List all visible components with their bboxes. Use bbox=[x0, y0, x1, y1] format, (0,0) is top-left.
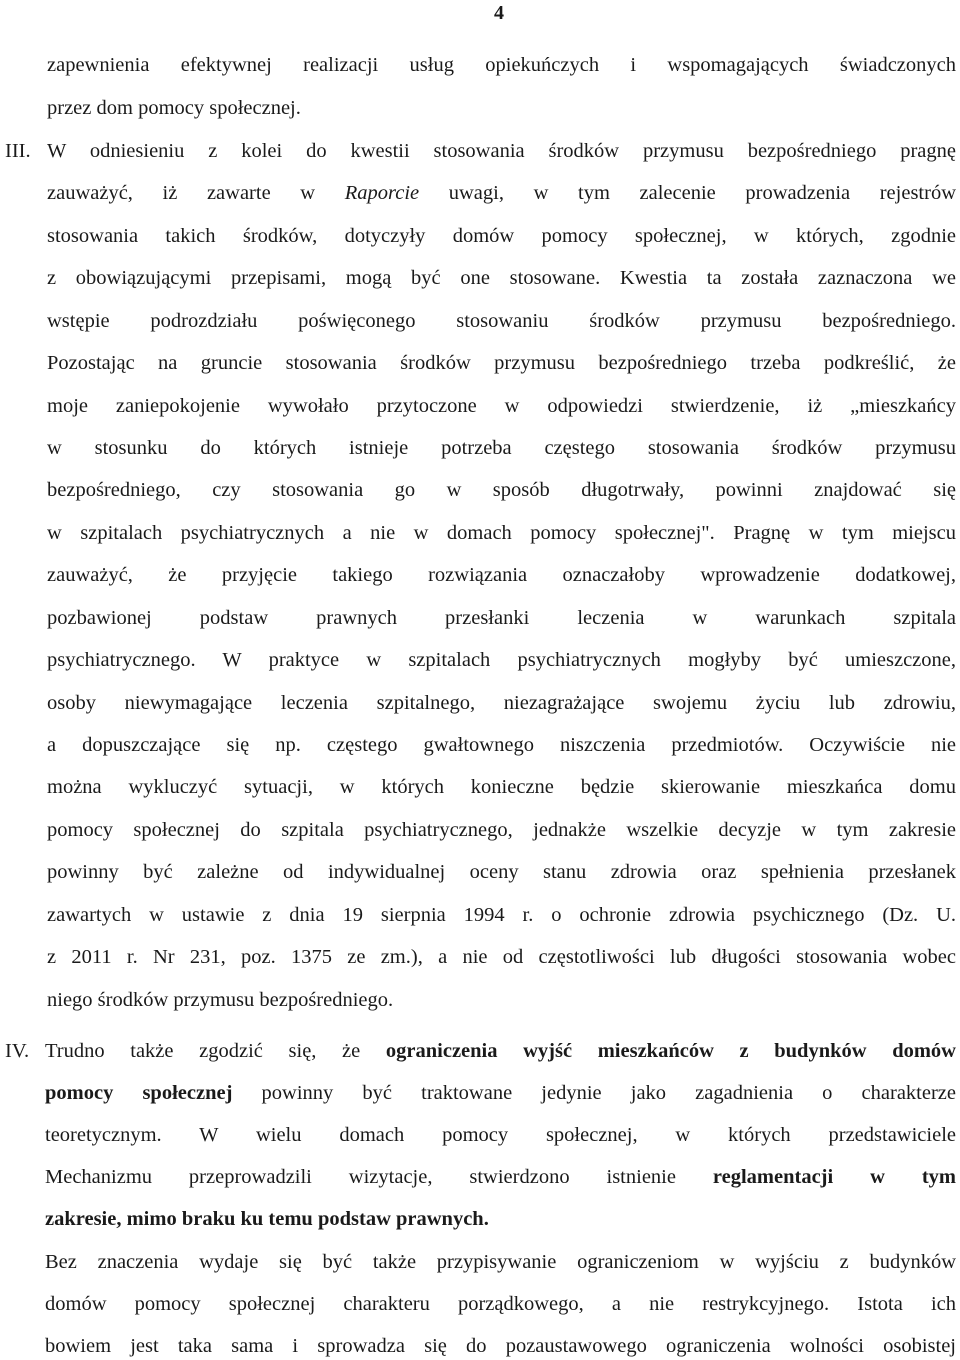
text-line bbox=[45, 1080, 956, 1106]
text-line: z obowiązującymi przepisami, mogą być one stosowane. Kwestia ta została zaznaczona we bbox=[47, 267, 956, 289]
text-line: osoby niewymagające leczenia szpitalnego, niezagrażające swojemu życiu lub zdrowiu, bbox=[47, 692, 956, 714]
text-line bbox=[45, 1038, 956, 1064]
bold-run: ograniczenia wyjść mieszkańców z budynków domów bbox=[385, 1040, 956, 1062]
text-run: zauważyć, iż zawarte w bbox=[47, 182, 316, 204]
bold-run: pomocy społecznej bbox=[45, 1082, 233, 1104]
text-line: powinny być zależne od indywidualnej oceny stanu zdrowia oraz spełnienia przesłanek bbox=[47, 861, 956, 883]
italic-run: Raporcie bbox=[344, 182, 420, 204]
text-run: powinny być traktowane jedynie jako zagadnienia o charakterze bbox=[261, 1082, 956, 1104]
text-line: domów pomocy społecznej charakteru porządkowego, a nie restrykcyjnego. Istota ich bbox=[45, 1293, 956, 1315]
section-marker: IV. bbox=[5, 1040, 30, 1062]
text-line: Bez znaczenia wydaje się być także przypisywanie ograniczeniom w wyjściu z budynków bbox=[45, 1251, 956, 1273]
text-line: z 2011 r. Nr 231, poz. 1375 ze zm.), a nie od częstotliwości lub długości stosowania wobec bbox=[47, 946, 956, 968]
text-line: teoretycznym. W wielu domach pomocy społecznej, w których przedstawiciele bbox=[45, 1124, 956, 1146]
text-line: w szpitalach psychiatrycznych a nie w domach pomocy społecznej". Pragnę w tym miejscu bbox=[47, 522, 956, 544]
text-line: można wykluczyć sytuacji, w których konieczne będzie skierowanie mieszkańca domu bbox=[47, 776, 956, 798]
text-line: W odniesieniu z kolei do kwestii stosowania środków przymusu bezpośredniego pragnę bbox=[47, 140, 956, 162]
text-line bbox=[45, 1164, 956, 1190]
text-line: zauważyć, że przyjęcie takiego rozwiązania oznaczałoby wprowadzenie dodatkowej, bbox=[47, 564, 956, 586]
section-marker: III. bbox=[5, 140, 31, 162]
text-line: bowiem jest taka sama i sprowadza się do pozaustawowego ograniczenia wolności osobistej bbox=[45, 1335, 956, 1357]
text-line: bezpośredniego, czy stosowania go w sposób długotrwały, powinni znajdować się bbox=[47, 479, 956, 501]
text-run: uwagi, w tym zalecenie prowadzenia rejestrów bbox=[448, 182, 957, 204]
text-line: stosowania takich środków, dotyczyły domów pomocy społecznej, w których, zgodnie bbox=[47, 225, 956, 247]
text-line: Pozostając na gruncie stosowania środków przymusu bezpośredniego trzeba podkreślić, że bbox=[47, 352, 956, 374]
text-line bbox=[47, 180, 956, 206]
text-line: zawartych w ustawie z dnia 19 sierpnia 1994 r. o ochronie zdrowia psychicznego (Dz. U. bbox=[47, 904, 956, 926]
text-line bbox=[45, 1206, 489, 1232]
text-line: moje zaniepokojenie wywołało przytoczone w odpowiedzi stwierdzenie, iż „mieszkańcy bbox=[47, 395, 956, 417]
text-line: pomocy społecznej do szpitala psychiatrycznego, jednakże wszelkie decyzje w tym zakresie bbox=[47, 819, 956, 841]
text-line: a dopuszczające się np. częstego gwałtownego niszczenia przedmiotów. Oczywiście nie bbox=[47, 734, 956, 756]
text-line: niego środków przymusu bezpośredniego. bbox=[47, 989, 394, 1011]
text-line: przez dom pomocy społecznej. bbox=[47, 97, 301, 119]
text-line: pozbawionej podstaw prawnych przesłanki leczenia w warunkach szpitala bbox=[47, 607, 956, 629]
text-line: zapewnienia efektywnej realizacji usług opiekuńczych i wspomagających świadczonych bbox=[47, 54, 956, 76]
text-line: w stosunku do których istnieje potrzeba częstego stosowania środków przymusu bbox=[47, 437, 956, 459]
bold-run: zakresie, mimo braku ku temu podstaw prawnych. bbox=[45, 1208, 489, 1230]
text-run: Mechanizmu przeprowadzili wizytacje, stwierdzono istnienie bbox=[45, 1166, 676, 1188]
text-run: Trudno także zgodzić się, że bbox=[45, 1040, 361, 1062]
text-line: wstępie podrozdziału poświęconego stosowaniu środków przymusu bezpośredniego. bbox=[47, 310, 956, 332]
text-line: psychiatrycznego. W praktyce w szpitalach psychiatrycznych mogłyby być umieszczone, bbox=[47, 649, 956, 671]
page-number: 4 bbox=[494, 2, 504, 24]
bold-run: reglamentacji w tym bbox=[712, 1166, 956, 1188]
